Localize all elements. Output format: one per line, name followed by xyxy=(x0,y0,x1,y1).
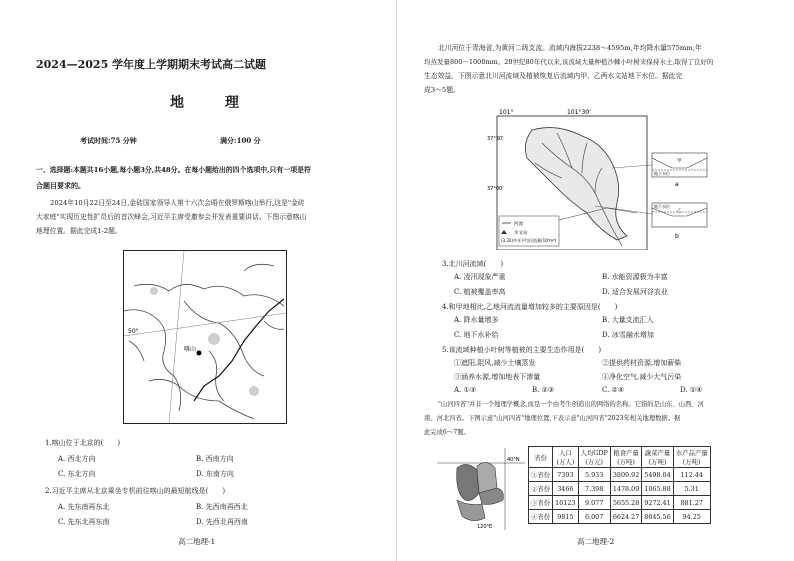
kazan-city-label: 喀山 xyxy=(184,346,197,353)
beichuan-river-drawing xyxy=(487,108,717,250)
q1-option-b[interactable]: B. 西南方向 xyxy=(196,455,234,463)
section-instruction-2: 合题目要求的。 xyxy=(36,181,85,190)
page-footer-1: 高二地理-1 xyxy=(178,537,216,546)
q5-item-3: ③涵养水源,增加地表下渗量 xyxy=(454,373,541,381)
table-row xyxy=(529,482,711,496)
province-shape-4 xyxy=(457,500,485,521)
latitude-label: 50° xyxy=(128,328,139,335)
table-cell: 7.398 xyxy=(578,482,610,496)
question-4: 4.和甲地相比,乙地河流流量增加较多的主要原因是( ) xyxy=(442,303,618,311)
table-header-cell: 粮食产量 (万吨) xyxy=(610,447,641,468)
table-cell: 10123 xyxy=(553,496,578,510)
q2-option-c[interactable]: C. 先东北再东南 xyxy=(58,518,110,526)
province-shape-1 xyxy=(457,464,479,500)
latitude-label-1: 37°30' xyxy=(487,136,504,142)
q5-option-c[interactable]: C. ②④ xyxy=(602,386,625,394)
table-header-row xyxy=(529,447,711,468)
q1-option-c[interactable]: C. 东北方向 xyxy=(58,470,96,478)
table-cell: 1065.88 xyxy=(642,482,673,496)
table-header-cell: 人口 (万人) xyxy=(553,447,578,468)
table-cell: 881.27 xyxy=(673,496,710,510)
q3-option-d[interactable]: D. 适合发展河谷农业 xyxy=(602,288,668,296)
table-cell: 5.31 xyxy=(673,482,710,496)
q5-option-d[interactable]: D. ①④ xyxy=(680,386,703,394)
table-cell: ④省份 xyxy=(529,510,553,524)
kazan-city-dot xyxy=(197,351,202,356)
table-cell: 6624.27 xyxy=(610,510,641,524)
q5-option-a[interactable]: A. ①③ xyxy=(454,386,477,394)
q5-item-1: ①遮阳,阻风,减少土壤蒸发 xyxy=(454,359,536,367)
table-cell: 3466 xyxy=(553,482,578,496)
question-1: 1.喀山位于北京的( ) xyxy=(45,439,121,447)
table-row xyxy=(529,510,711,524)
exam-time: 考试时间:75 分钟 xyxy=(80,136,137,145)
map3-longitude: 120°E xyxy=(477,524,493,530)
table-cell: 5.933 xyxy=(578,468,610,482)
exam-score: 满分:100 分 xyxy=(220,136,261,145)
passage-1: 2024年10月22日至24日,金砖国家领导人第十六次会晤在俄罗斯喀山举行,这是"金砖 大家庭"实现历史性扩员后的首次峰会,习近平主席受邀参会并发表重要讲话。下图示意喀山 地理位置。据此完成1-2题。 xyxy=(36,199,307,235)
latitude-label-2: 37°00' xyxy=(487,186,504,192)
table-header-cell: 省份 xyxy=(529,447,553,468)
section-instruction: 一、选择题:本题共16小题,每小题3分,共48分。在每小题给出的四个选项中,只有一项是符 xyxy=(36,166,311,174)
table-cell: 112.44 xyxy=(673,468,710,482)
diagram-b-water: 地下水位 xyxy=(654,204,670,209)
table-cell: 8045.56 xyxy=(642,510,673,524)
table-cell: 6.007 xyxy=(578,510,610,524)
table-row xyxy=(529,496,711,510)
table-cell: 5498.04 xyxy=(642,468,673,482)
legend-station: 水文站 xyxy=(514,231,528,236)
table-header-cell: 水产品产量 (万吨) xyxy=(673,447,710,468)
q5-option-b[interactable]: B. ②③ xyxy=(532,386,555,394)
table-cell: 3809.92 xyxy=(610,468,641,482)
q1-option-a[interactable]: A. 西北方向 xyxy=(58,455,96,463)
table-header-cell: 人均GDP (万元) xyxy=(578,447,610,468)
longitude-label-2: 101°30' xyxy=(567,109,591,116)
table-cell: 5655.28 xyxy=(610,496,641,510)
kazan-map-drawing xyxy=(124,251,286,423)
table-cell: 9.077 xyxy=(578,496,610,510)
q4-option-b[interactable]: B. 大量支流汇入 xyxy=(602,316,654,324)
table-row xyxy=(529,468,711,482)
q2-option-d[interactable]: D. 先西北再西南 xyxy=(196,518,248,526)
q1-option-d[interactable]: D. 东南方向 xyxy=(196,470,234,478)
q3-option-c[interactable]: C. 植被覆盖率高 xyxy=(454,288,506,296)
table-header-cell: 蔬菜产量 (万吨) xyxy=(642,447,673,468)
question-5: 5.该流域种植小叶树等植被的主要生态作用是( ) xyxy=(442,346,602,354)
table-cell: 94.25 xyxy=(673,510,710,524)
longitude-label-1: 101° xyxy=(499,109,514,116)
kazan-map xyxy=(123,250,287,424)
table-cell: 9815 xyxy=(553,510,578,524)
diagram-a-caption: a xyxy=(675,181,679,188)
q5-item-2: ②提供药材资源,增加薪柴 xyxy=(602,359,682,367)
table-cell: 9272.41 xyxy=(642,496,673,510)
table-cell: 1478.09 xyxy=(610,482,641,496)
q3-option-b[interactable]: B. 水能资源极为丰富 xyxy=(602,273,668,281)
table-cell: 7393 xyxy=(553,468,578,482)
diagram-b-label: 乙 xyxy=(677,209,682,214)
q2-option-b[interactable]: B. 先西南再西北 xyxy=(196,503,248,511)
table-cell: ③省份 xyxy=(529,496,553,510)
q2-option-a[interactable]: A. 先东南再东北 xyxy=(58,503,110,511)
passage-2: 北川河位于青海省,为黄河二级支流。流域内海拔2238～4595m,年均降水量575mm,年 均蒸发量800～1000mm。20世纪80年代以来,该流域大量种植沙棘小叶树来保持水土,取得了良好的 生态效益。下图示意北川河流域及植被恢复后流域内甲、乙两水文站地下水位。据此完 成3～5题。 xyxy=(424,44,714,94)
diagram-a-water: 地下水位 xyxy=(654,171,670,176)
q4-option-c[interactable]: C. 地下水补给 xyxy=(454,331,499,339)
province-shape-2 xyxy=(477,462,497,493)
q4-option-a[interactable]: A. 降水量增多 xyxy=(454,316,499,324)
shanhe-map xyxy=(437,448,525,530)
table-cell: ①省份 xyxy=(529,468,553,482)
table-cell: ②省份 xyxy=(529,482,553,496)
q3-option-a[interactable]: A. 凌汛现象严重 xyxy=(454,273,506,281)
passage-3: "山河四省"并非一个地理学概念,而是一个由考生创造出的网络的名称。它指的是山东、山西、河 南、河北四省。下图示意"山河四省"地理位置,下表示意"山河四省"2023年相关地理数据。据 此完成6～7题。 xyxy=(424,401,704,436)
map3-latitude: 40°N xyxy=(507,457,520,463)
question-3: 3.北川河流域( ) xyxy=(442,260,504,268)
beichuan-river-figure xyxy=(487,108,717,250)
diagram-b-caption: b xyxy=(675,233,679,240)
q5-item-4: ④净化空气,减少大气污染 xyxy=(602,373,682,381)
legend-river: 河流 xyxy=(514,222,523,227)
subject-title: 地 理 xyxy=(170,95,257,111)
exam-title: 2024—2025 学年度上学期期末考试高二试题 xyxy=(36,58,267,71)
legend-flow: (3.32)多年平均径流量(10⁸m³) xyxy=(501,238,557,243)
page-footer-2: 高二地理-2 xyxy=(577,537,615,546)
question-2: 2.习近平主席从北京乘坐专机前往喀山的最短航线是( ) xyxy=(45,487,226,495)
diagram-a-label: 甲 xyxy=(677,159,682,164)
q4-option-d[interactable]: D. 冰雪融水增加 xyxy=(602,331,654,339)
page-right xyxy=(397,0,794,561)
province-data-table xyxy=(528,446,711,524)
shanhe-map-drawing xyxy=(437,448,525,530)
